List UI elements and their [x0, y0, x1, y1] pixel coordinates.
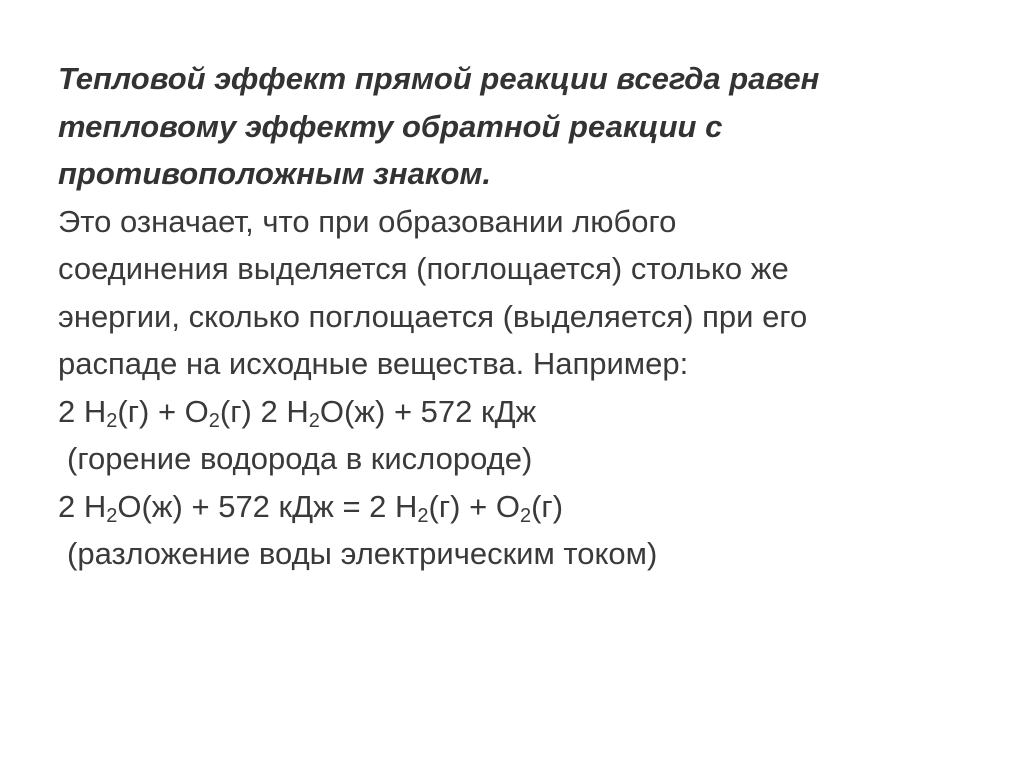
- eq1-part-a: 2 H: [58, 393, 107, 429]
- explanation-line-4: распаде на исходные вещества. Например:: [58, 346, 689, 381]
- equation-decomposition: [58, 483, 998, 531]
- eq2-subscript-c: 2: [519, 504, 532, 527]
- eq2-part-c: (г) + O: [428, 488, 520, 524]
- eq2-subscript-a: 2: [106, 504, 118, 527]
- eq1-part-c: (г) 2 H: [219, 393, 309, 429]
- rule-line-3: противоположным знаком.: [58, 156, 492, 191]
- explanation-line-1: Это означает, что при образовании любого: [58, 203, 677, 239]
- eq1-subscript-b: 2: [208, 409, 220, 432]
- eq2-part-d: (г): [531, 488, 564, 524]
- eq1-subscript-c: 2: [308, 409, 320, 432]
- eq2-part-a: 2 H: [58, 488, 107, 524]
- explanation-line-2: соединения выделяется (поглощается) столько же: [58, 251, 789, 286]
- rule-line-2: тепловому эффекту обратной реакции с: [58, 108, 723, 144]
- eq1-part-b: (г) + O: [117, 393, 209, 429]
- equation-combustion-note: (горение водорода в кислороде): [67, 441, 533, 476]
- explanation-line-3: энергии, сколько поглощается (выделяется) при его: [58, 298, 808, 334]
- eq2-part-b: O(ж) + 572 кДж = 2 H: [117, 488, 418, 524]
- slide-content: [58, 55, 998, 578]
- rule-line-1: Тепловой эффект прямой реакции всегда равен: [58, 61, 820, 96]
- eq1-subscript-a: 2: [106, 409, 118, 432]
- equation-combustion: [58, 388, 998, 436]
- equation-decomposition-note: (разложение воды электрическим током): [67, 536, 658, 571]
- eq2-subscript-b: 2: [417, 504, 429, 527]
- eq1-part-d: O(ж) + 572 кДж: [319, 393, 537, 429]
